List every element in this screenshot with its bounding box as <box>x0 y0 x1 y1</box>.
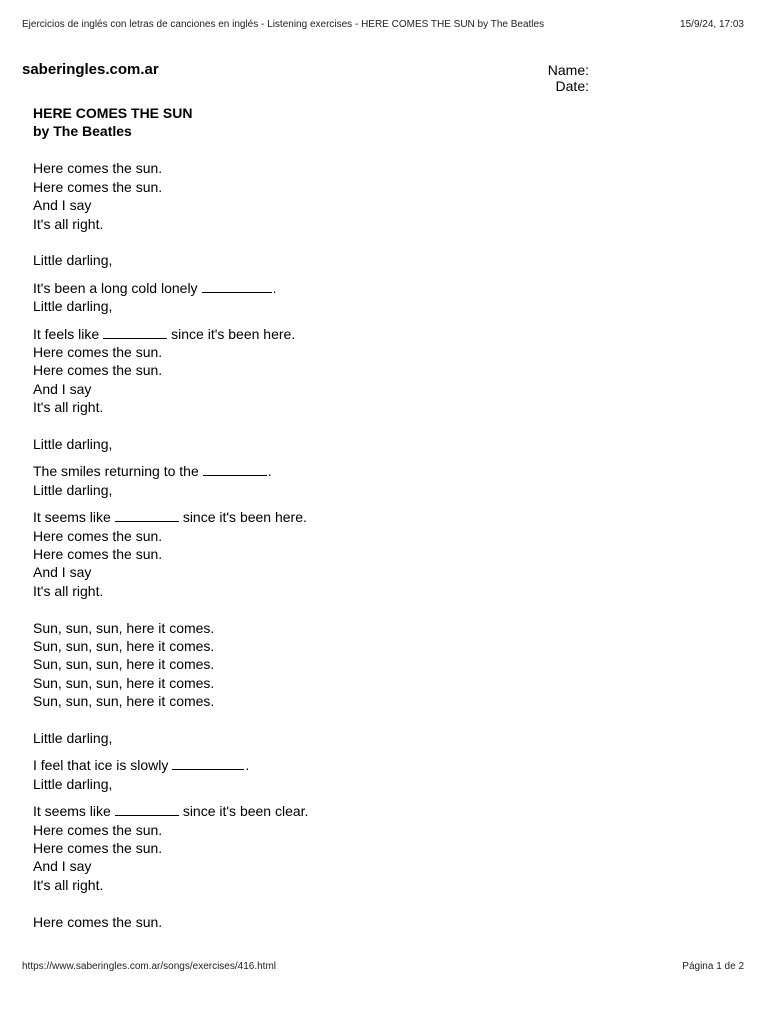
lyric-line: Here comes the sun. <box>33 362 163 379</box>
lyric-line: Here comes the sun. <box>33 343 163 360</box>
print-timestamp: 15/9/24, 17:03 <box>680 19 744 30</box>
lyrics <box>33 159 308 931</box>
song-title: HERE COMES THE SUN <box>33 105 193 121</box>
lyric-line: Little darling, <box>33 298 113 315</box>
lyric-text: It seems like <box>33 509 111 526</box>
lyric-text: . <box>267 463 272 480</box>
lyric-line: Here comes the sun. <box>33 178 163 195</box>
fill-in-blank[interactable] <box>115 508 179 522</box>
page-number: Página 1 de 2 <box>682 961 744 972</box>
fill-in-blank[interactable] <box>172 756 244 770</box>
lyric-line: Little darling, <box>33 481 113 498</box>
lyric-line-with-blank <box>33 508 308 526</box>
document-title: Ejercicios de inglés con letras de canciones en inglés - Listening exercises - HERE COMES THE SUN by The Beatles <box>22 19 545 30</box>
fill-in-blank[interactable] <box>202 279 272 293</box>
lyric-line: Sun, sun, sun, here it comes. <box>33 674 215 691</box>
stanza-gap <box>33 600 308 618</box>
stanza-gap <box>33 316 308 325</box>
stanza-gap <box>33 894 308 912</box>
site-name: saberingles.com.ar <box>22 61 159 78</box>
lyric-text: since it's been here. <box>182 509 307 526</box>
stanza-gap <box>33 453 308 462</box>
stanza-gap <box>33 270 308 279</box>
lyric-text: It feels like <box>33 325 100 342</box>
lyric-line: Here comes the sun. <box>33 913 163 930</box>
fill-in-blank[interactable] <box>103 325 167 339</box>
lyric-text: . <box>272 279 277 296</box>
lyric-line-with-blank <box>33 279 308 297</box>
lyric-line: Here comes the sun. <box>33 160 163 177</box>
stanza-gap <box>33 711 308 729</box>
stanza-gap <box>33 793 308 802</box>
fill-in-blank[interactable] <box>115 802 179 816</box>
lyric-line: Here comes the sun. <box>33 840 163 857</box>
lyric-line: And I say <box>33 380 92 397</box>
lyric-line: Sun, sun, sun, here it comes. <box>33 619 215 636</box>
lyric-line: Little darling, <box>33 775 113 792</box>
lyric-line-with-blank <box>33 462 308 480</box>
date-label: Date: <box>555 78 589 94</box>
lyric-line: Here comes the sun. <box>33 527 163 544</box>
lyric-line: Here comes the sun. <box>33 821 163 838</box>
lyric-line-with-blank <box>33 325 308 343</box>
lyric-text: The smiles returning to the <box>33 463 199 480</box>
lyric-line: And I say <box>33 564 92 581</box>
lyric-line: It's all right. <box>33 582 104 599</box>
lyric-line: It's all right. <box>33 876 104 893</box>
stanza-gap <box>33 417 308 435</box>
stanza-gap <box>33 499 308 508</box>
stanza-gap <box>33 747 308 756</box>
lyric-line: It's all right. <box>33 399 104 416</box>
print-header <box>22 19 744 30</box>
lyric-text: since it's been here. <box>171 325 296 342</box>
lyric-line: Little darling, <box>33 252 113 269</box>
lyric-line-with-blank <box>33 756 308 774</box>
lyric-line: Little darling, <box>33 435 113 452</box>
lyric-line: And I say <box>33 858 92 875</box>
lyric-line-with-blank <box>33 802 308 820</box>
song-artist: by The Beatles <box>33 123 132 140</box>
print-footer <box>22 961 744 972</box>
lyric-text: It's been a long cold lonely <box>33 279 198 296</box>
stanza-gap <box>33 233 308 251</box>
lyric-line: Here comes the sun. <box>33 546 163 562</box>
lyric-line: Sun, sun, sun, here it comes. <box>33 656 215 673</box>
fill-in-blank[interactable] <box>203 462 267 476</box>
song-sheet <box>33 104 308 931</box>
lyric-line: Little darling, <box>33 730 113 747</box>
lyric-line: Sun, sun, sun, here it comes. <box>33 693 215 710</box>
name-date-block <box>500 62 589 94</box>
page-url: https://www.saberingles.com.ar/songs/exercises/416.html <box>22 961 276 972</box>
lyric-text: It seems like <box>33 803 111 820</box>
lyric-line: It's all right. <box>33 215 104 232</box>
lyric-line: And I say <box>33 197 92 214</box>
lyric-line: Sun, sun, sun, here it comes. <box>33 638 215 655</box>
lyric-text: . <box>245 757 250 774</box>
lyric-text: I feel that ice is slowly <box>33 757 169 774</box>
name-label: Name: <box>547 62 589 78</box>
lyric-text: since it's been clear. <box>182 803 309 820</box>
